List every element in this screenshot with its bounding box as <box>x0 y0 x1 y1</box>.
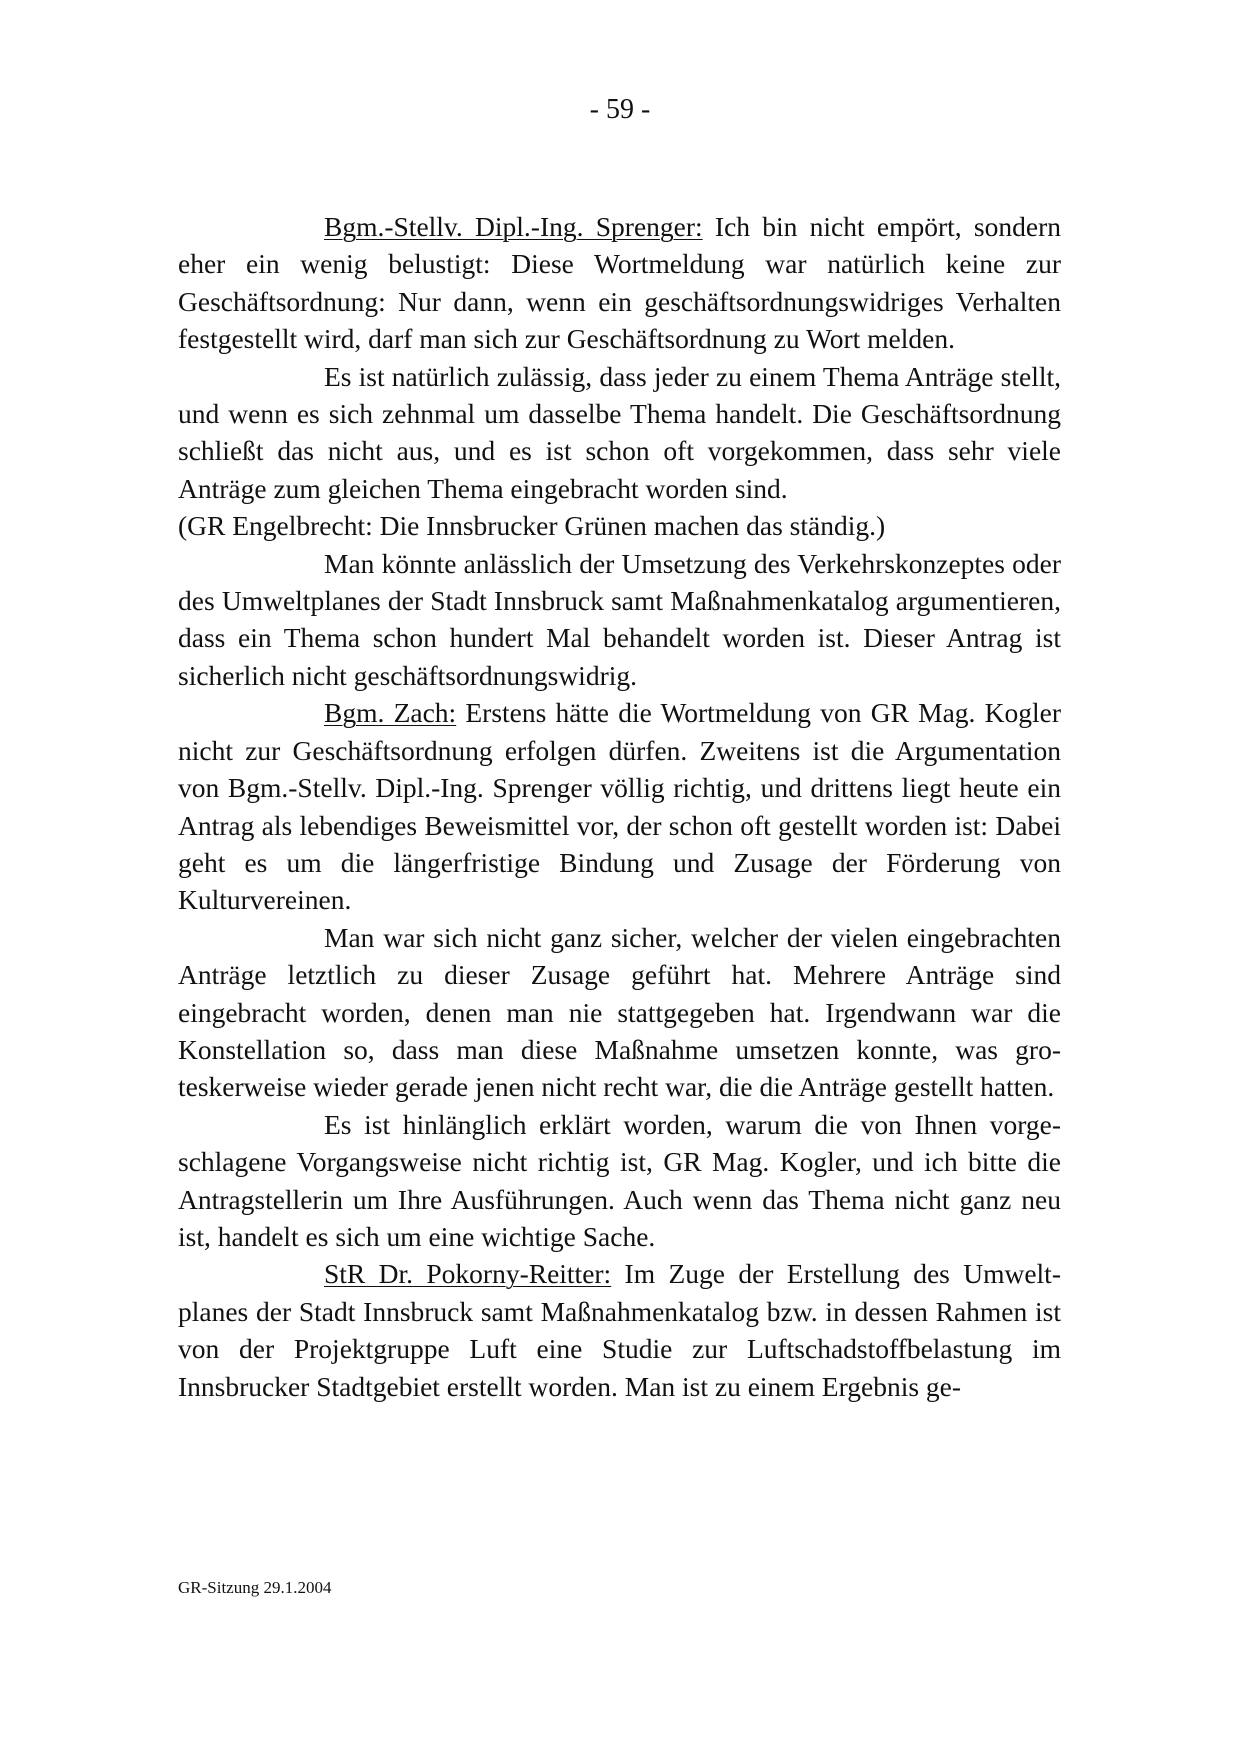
paragraph-text: Im Zuge der Erstellung des Umweltplanes der Stadt Innsbruck samt Maßnahmenkatalog bzw. in dessen Rahmen ist von der Projektgruppe Luft eine Studie zur Luftschadstoffbelastung im Innsbrucker Stadtgebiet erstellt worden. Man ist zu einem Ergebnis ge- <box>178 1258 1061 1402</box>
protocol-body <box>178 208 1061 1405</box>
paragraph-zach-2 <box>178 919 1061 1106</box>
paragraph-text: Es ist natürlich zulässig, dass jeder zu einem Thema Anträge stellt, und wenn es sich zehnmal um dasselbe Thema handelt. Die Geschäftsordnung schließt das nicht aus, und es ist schon oft vorgekommen, dass sehr viele Anträge zum gleichen Thema eingebracht worden sind. <box>178 360 1061 504</box>
interjection-engelbrecht <box>178 507 1061 544</box>
speaker-name: StR Dr. Pokorny-Reitter: <box>324 1258 612 1290</box>
interjection-text: (GR Engelbrecht: Die Innsbrucker Grünen machen das ständig.) <box>178 510 886 542</box>
paragraph-pokorny-reitter <box>178 1255 1061 1405</box>
paragraph-text: Man war sich nicht ganz sicher, welcher der vielen eingebrachten Anträge letztlich zu dieser Zusage geführt hat. Mehrere Anträge sind eingebracht worden, denen man nie stattgegeben hat. Irgendwann war die Konstellation so, dass man diese Maßnahme umsetzen konnte, was groteskerweise wieder gerade jenen nicht recht war, die die Anträge gestellt hatten. <box>178 921 1061 1103</box>
paragraph-zach-3 <box>178 1106 1061 1256</box>
paragraph-sprenger-2 <box>178 358 1061 508</box>
paragraph-text: Erstens hätte die Wortmeldung von GR Mag. Kogler nicht zur Geschäftsordnung erfolgen dürfen. Zweitens ist die Argumentation von Bgm.-Stellv. Dipl.-Ing. Sprenger völlig richtig, und drittens liegt heute ein Antrag als lebendiges Beweismittel vor, der schon oft gestellt worden ist: Dabei geht es um die längerfristige Bindung und Zusage der Förderung von Kulturvereinen. <box>178 697 1061 916</box>
paragraph-sprenger-3 <box>178 545 1061 695</box>
speaker-name: Bgm. Zach: <box>324 697 457 729</box>
page-number: - 59 - <box>589 94 651 125</box>
paragraph-text: Ich bin nicht empört, sondern eher ein wenig belustigt: Diese Wortmeldung war natürlich keine zur Geschäftsordnung: Nur dann, wenn ein geschäftsordnungswidriges Verhalten festgestellt wird, darf man sich zur Geschäftsordnung zu Wort melden. <box>178 211 1061 355</box>
paragraph-zach-1 <box>178 694 1061 918</box>
footer-session-date: GR-Sitzung 29.1.2004 <box>178 1578 332 1597</box>
paragraph-sprenger-1 <box>178 208 1061 358</box>
paragraph-text: Es ist hinlänglich erklärt worden, warum die von Ihnen vorgeschlagene Vorgangsweise nicht richtig ist, GR Mag. Kogler, und ich bitte die Antragstellerin um Ihre Ausführungen. Auch wenn das Thema nicht ganz neu ist, handelt es sich um eine wichtige Sache. <box>178 1108 1061 1252</box>
speaker-name: Bgm.-Stellv. Dipl.-Ing. Sprenger: <box>324 211 703 242</box>
paragraph-text: Man könnte anlässlich der Umsetzung des Verkehrskonzeptes oder des Umweltplanes der Stadt Innsbruck samt Maßnahmenkatalog argumentieren, dass ein Thema schon hundert Mal behandelt worden ist. Dieser Antrag ist sicherlich nicht geschäftsordnungswidrig. <box>178 547 1061 691</box>
